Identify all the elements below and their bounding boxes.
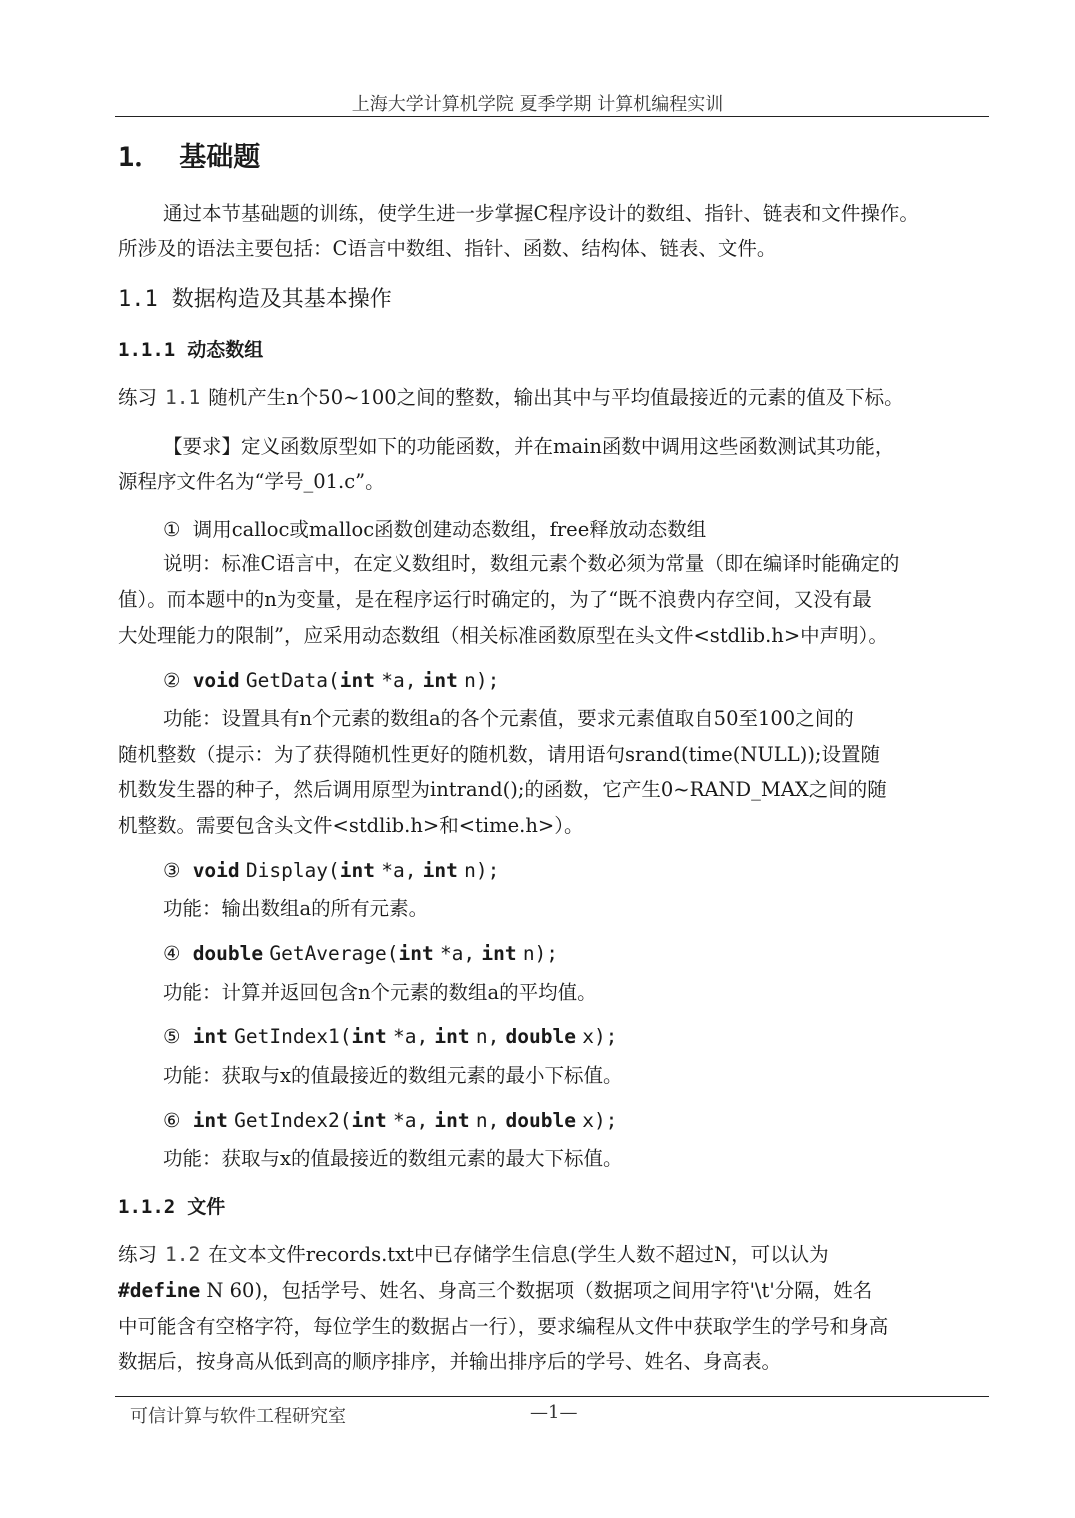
section-title: 基础题: [179, 142, 261, 173]
section-title: 文件: [187, 1196, 226, 1218]
desc-line-1: 功能：设置具有n个元素的数组a的各个元素值，要求元素值取自50至100之间的: [163, 707, 854, 730]
param-name: n);: [522, 942, 559, 965]
section-number: 1.1: [118, 287, 158, 312]
exercise-1-2-line-4: 数据后，按身高从低到高的顺序排序，并输出排序后的学号、姓名、身高表。: [118, 1350, 782, 1373]
param-type: double: [505, 1025, 576, 1048]
note-line-3: 大处理能力的限制”，应采用动态数组（相关标准函数原型在头文件<stdlib.h>中声明）。: [118, 624, 888, 647]
desc-line-3: 机数发生器的种子，然后调用原型为intrand();的函数，它产生0~RAND_MAX之间的随: [118, 778, 887, 801]
section-heading-1-1: [118, 282, 392, 313]
exercise-text: 在文本文件records.txt中已存储学生信息(学生人数不超过N，可以认为: [208, 1243, 829, 1266]
param-type: int: [339, 859, 376, 882]
item-6-desc: 功能：获取与x的值最接近的数组元素的最大下标值。: [163, 1147, 623, 1170]
section-heading-1-1-1: [118, 335, 263, 362]
header-rule: [115, 116, 989, 117]
note-line-2: 值）。而本题中的n为变量，是在程序运行时确定的，为了“既不浪费内存空间，又没有最: [118, 588, 872, 611]
desc-line-2: 随机整数（提示：为了获得随机性更好的随机数，请用语句srand(time(NULL));设置随: [118, 743, 880, 766]
footer-lab-name: 可信计算与软件工程研究室: [130, 1406, 346, 1427]
param-type: int: [351, 1025, 387, 1048]
item-marker: ①: [163, 518, 181, 541]
param-name: n,: [475, 1025, 500, 1048]
requirement-line-1: 【要求】定义函数原型如下的功能函数，并在main函数中调用这些函数测试其功能，: [163, 435, 895, 458]
param-type: int: [481, 942, 517, 965]
item-6-signature: ⑥ int GetIndex2(int *a, int n, double x);: [163, 1109, 618, 1132]
requirement-line-2: 源程序文件名为“学号_01.c”。: [118, 470, 385, 493]
function-name: GetIndex2: [234, 1109, 340, 1132]
return-type: void: [192, 859, 240, 882]
note-line-1: 说明：标准C语言中，在定义数组时，数组元素个数必须为常量（即在编译时能确定的: [163, 552, 900, 575]
item-4-desc: 功能：计算并返回包含n个元素的数组a的平均值。: [163, 981, 597, 1004]
section-number: 1.1.1: [118, 339, 176, 361]
desc-line-4: 机整数。需要包含头文件<stdlib.h>和<time.h>）。: [118, 814, 584, 837]
item-marker: ④: [163, 942, 181, 965]
param-name: x);: [582, 1025, 618, 1048]
define-keyword: #define: [118, 1279, 201, 1302]
param-name: n);: [464, 859, 500, 882]
page-header: 上海大学计算机学院 夏季学期 计算机编程实训: [351, 94, 724, 115]
exercise-label: 练习: [118, 1243, 158, 1266]
return-type: double: [192, 942, 264, 965]
return-type: void: [192, 669, 240, 692]
item-3-signature: ③ void Display(int *a, int n);: [163, 859, 500, 882]
param-type: int: [339, 669, 376, 692]
item-3-desc: 功能：输出数组a的所有元素。: [163, 897, 429, 920]
section-number: 1．: [118, 142, 162, 173]
exercise-label: 练习: [118, 386, 158, 409]
intro-line-1: 通过本节基础题的训练，使学生进一步掌握C程序设计的数组、指针、链表和文件操作。: [163, 202, 919, 225]
param-name: x);: [582, 1109, 618, 1132]
page-number: —1—: [530, 1402, 578, 1423]
exercise-1-2-line-3: 中可能含有空格字符，每位学生的数据占一行），要求编程从文件中获取学生的学号和身高: [118, 1315, 889, 1338]
exercise-1-1: [118, 382, 904, 410]
exercise-number: 1.2: [165, 1243, 201, 1266]
item-marker: ③: [163, 859, 181, 882]
item-4-signature: ④ double GetAverage(int *a, int n);: [163, 942, 559, 965]
function-name: GetAverage: [269, 942, 387, 965]
section-heading-1: [118, 135, 260, 174]
exercise-1-2-line-2: [118, 1275, 872, 1303]
param-type: int: [434, 1109, 470, 1132]
item-5-desc: 功能：获取与x的值最接近的数组元素的最小下标值。: [163, 1064, 623, 1087]
param-type: int: [351, 1109, 387, 1132]
exercise-1-2-line-1: [118, 1239, 829, 1267]
exercise-text: N 60)，包括学号、姓名、身高三个数据项（数据项之间用字符'\t'分隔，姓名: [206, 1279, 873, 1302]
param-type: int: [422, 859, 458, 882]
param-name: n);: [464, 669, 500, 692]
section-title: 动态数组: [187, 339, 264, 361]
param-name: *a,: [381, 859, 417, 882]
section-title: 数据构造及其基本操作: [171, 287, 392, 312]
item-marker: ⑥: [163, 1109, 181, 1132]
function-name: GetIndex1: [234, 1025, 340, 1048]
function-name: Display: [245, 859, 329, 882]
param-name: *a,: [439, 942, 476, 965]
param-name: *a,: [381, 669, 417, 692]
intro-line-2: 所涉及的语法主要包括：C语言中数组、指针、函数、结构体、链表、文件。: [118, 237, 777, 260]
item-2-signature: ② void GetData(int *a, int n);: [163, 669, 500, 692]
exercise-number: 1.1: [165, 386, 201, 409]
item-5-signature: ⑤ int GetIndex1(int *a, int n, double x);: [163, 1025, 618, 1048]
param-type: int: [422, 669, 458, 692]
item-text: 调用calloc或malloc函数创建动态数组，free释放动态数组: [192, 518, 707, 541]
param-name: *a,: [392, 1109, 429, 1132]
footer-rule: [115, 1396, 989, 1397]
return-type: int: [192, 1109, 228, 1132]
return-type: int: [192, 1025, 228, 1048]
param-type: int: [398, 942, 434, 965]
item-marker: ⑤: [163, 1025, 181, 1048]
item-1: [163, 514, 706, 542]
function-name: GetData: [245, 669, 329, 692]
param-name: *a,: [392, 1025, 429, 1048]
section-heading-1-1-2: [118, 1192, 225, 1219]
item-marker: ②: [163, 669, 181, 692]
param-type: int: [434, 1025, 470, 1048]
param-name: n,: [475, 1109, 500, 1132]
section-number: 1.1.2: [118, 1196, 176, 1218]
exercise-text: 随机产生n个50~100之间的整数，输出其中与平均值最接近的元素的值及下标。: [208, 386, 904, 409]
param-type: double: [505, 1109, 576, 1132]
